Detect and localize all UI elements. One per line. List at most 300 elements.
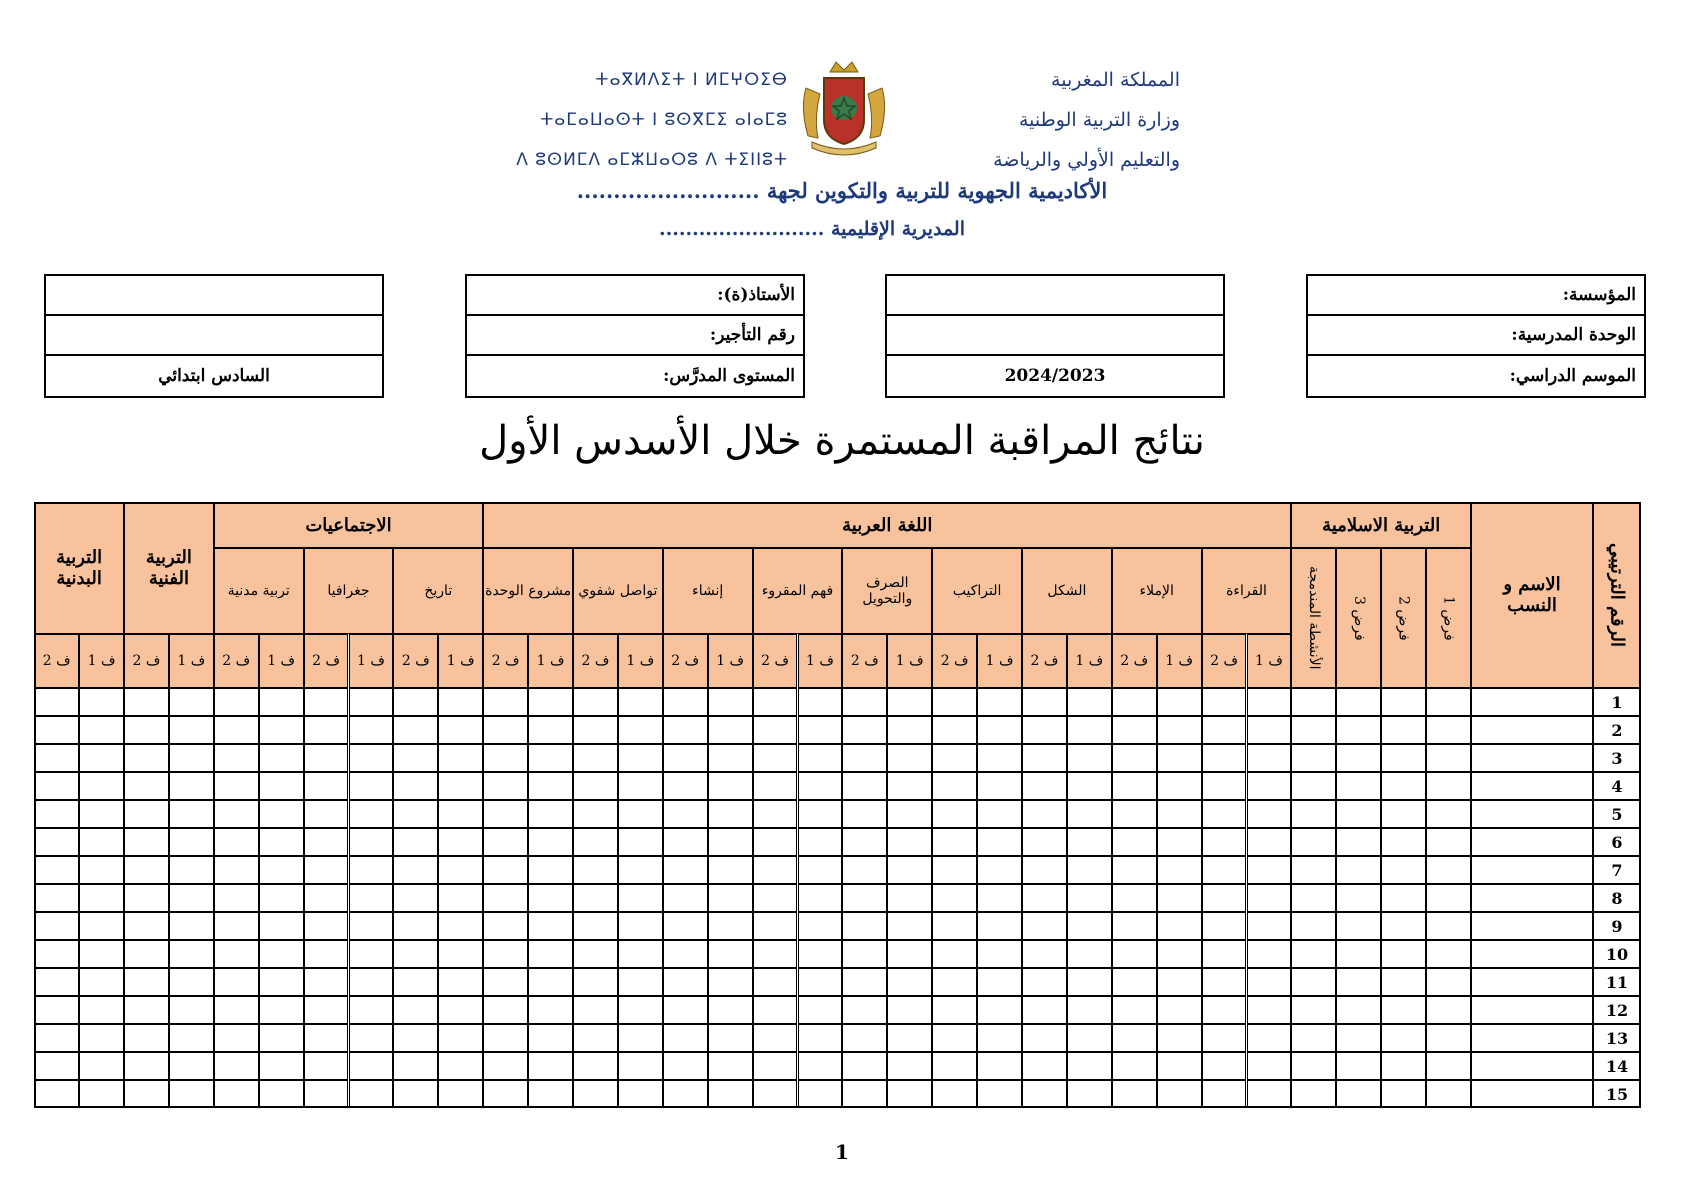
grade-cell[interactable] [304, 996, 349, 1024]
grade-cell[interactable] [618, 968, 663, 996]
grade-cell[interactable] [1022, 688, 1067, 716]
grade-cell[interactable] [1426, 856, 1471, 884]
grade-cell[interactable] [1112, 744, 1157, 772]
name-cell[interactable] [1471, 828, 1593, 856]
grade-cell[interactable] [663, 1052, 708, 1080]
name-cell[interactable] [1471, 744, 1593, 772]
grade-cell[interactable] [663, 772, 708, 800]
grade-cell[interactable] [1336, 996, 1381, 1024]
grade-cell[interactable] [708, 688, 753, 716]
grade-cell[interactable] [1291, 996, 1336, 1024]
grade-cell[interactable] [259, 996, 304, 1024]
grade-cell[interactable] [842, 996, 887, 1024]
grade-cell[interactable] [977, 716, 1022, 744]
grade-cell[interactable] [753, 828, 798, 856]
grade-cell[interactable] [79, 968, 124, 996]
grade-cell[interactable] [798, 1080, 843, 1108]
grade-cell[interactable] [169, 856, 214, 884]
grade-cell[interactable] [304, 1024, 349, 1052]
grade-cell[interactable] [124, 912, 169, 940]
grade-cell[interactable] [483, 884, 528, 912]
grade-cell[interactable] [259, 1052, 304, 1080]
grade-cell[interactable] [708, 884, 753, 912]
grade-cell[interactable] [1426, 828, 1471, 856]
grade-cell[interactable] [528, 968, 573, 996]
grade-cell[interactable] [214, 688, 259, 716]
grade-cell[interactable] [1157, 856, 1202, 884]
grade-cell[interactable] [618, 856, 663, 884]
grade-cell[interactable] [1067, 912, 1112, 940]
grade-cell[interactable] [887, 800, 932, 828]
grade-cell[interactable] [932, 800, 977, 828]
grade-cell[interactable] [214, 940, 259, 968]
grade-cell[interactable] [304, 800, 349, 828]
grade-cell[interactable] [1291, 800, 1336, 828]
grade-cell[interactable] [259, 968, 304, 996]
grade-cell[interactable] [1336, 688, 1381, 716]
grade-cell[interactable] [1426, 688, 1471, 716]
grade-cell[interactable] [1202, 856, 1247, 884]
grade-cell[interactable] [573, 912, 618, 940]
grade-cell[interactable] [393, 996, 438, 1024]
grade-cell[interactable] [34, 1080, 79, 1108]
grade-cell[interactable] [259, 884, 304, 912]
grade-cell[interactable] [1336, 968, 1381, 996]
grade-cell[interactable] [977, 912, 1022, 940]
grade-cell[interactable] [34, 884, 79, 912]
grade-cell[interactable] [663, 940, 708, 968]
grade-cell[interactable] [1067, 772, 1112, 800]
grade-cell[interactable] [1067, 828, 1112, 856]
grade-cell[interactable] [1247, 968, 1292, 996]
grade-cell[interactable] [124, 716, 169, 744]
name-cell[interactable] [1471, 856, 1593, 884]
grade-cell[interactable] [1247, 772, 1292, 800]
grade-cell[interactable] [214, 968, 259, 996]
grade-cell[interactable] [1336, 1052, 1381, 1080]
grade-cell[interactable] [1426, 968, 1471, 996]
grade-cell[interactable] [169, 716, 214, 744]
grade-cell[interactable] [798, 996, 843, 1024]
name-cell[interactable] [1471, 1080, 1593, 1108]
grade-cell[interactable] [1426, 1024, 1471, 1052]
grade-cell[interactable] [79, 1052, 124, 1080]
grade-cell[interactable] [798, 772, 843, 800]
grade-cell[interactable] [618, 912, 663, 940]
grade-cell[interactable] [483, 996, 528, 1024]
grade-cell[interactable] [1112, 1080, 1157, 1108]
grade-cell[interactable] [708, 1080, 753, 1108]
grade-cell[interactable] [169, 940, 214, 968]
grade-cell[interactable] [1202, 940, 1247, 968]
grade-cell[interactable] [169, 744, 214, 772]
grade-cell[interactable] [842, 744, 887, 772]
grade-cell[interactable] [798, 716, 843, 744]
grade-cell[interactable] [1291, 1024, 1336, 1052]
grade-cell[interactable] [1157, 688, 1202, 716]
grade-cell[interactable] [169, 828, 214, 856]
grade-cell[interactable] [304, 1052, 349, 1080]
grade-cell[interactable] [438, 716, 483, 744]
grade-cell[interactable] [79, 1024, 124, 1052]
grade-cell[interactable] [1022, 772, 1067, 800]
grade-cell[interactable] [618, 940, 663, 968]
grade-cell[interactable] [483, 744, 528, 772]
grade-cell[interactable] [663, 1024, 708, 1052]
grade-cell[interactable] [663, 912, 708, 940]
grade-cell[interactable] [528, 772, 573, 800]
grade-cell[interactable] [1247, 940, 1292, 968]
grade-cell[interactable] [1381, 968, 1426, 996]
grade-cell[interactable] [1247, 744, 1292, 772]
grade-cell[interactable] [349, 688, 394, 716]
grade-cell[interactable] [1426, 912, 1471, 940]
grade-cell[interactable] [708, 912, 753, 940]
grade-cell[interactable] [753, 996, 798, 1024]
grade-cell[interactable] [753, 856, 798, 884]
grade-cell[interactable] [483, 772, 528, 800]
name-cell[interactable] [1471, 884, 1593, 912]
grade-cell[interactable] [932, 968, 977, 996]
grade-cell[interactable] [618, 744, 663, 772]
grade-cell[interactable] [1426, 772, 1471, 800]
grade-cell[interactable] [124, 800, 169, 828]
grade-cell[interactable] [1112, 968, 1157, 996]
grade-cell[interactable] [887, 1024, 932, 1052]
grade-cell[interactable] [1336, 744, 1381, 772]
grade-cell[interactable] [1022, 996, 1067, 1024]
grade-cell[interactable] [977, 828, 1022, 856]
grade-cell[interactable] [1381, 800, 1426, 828]
grade-cell[interactable] [214, 716, 259, 744]
grade-cell[interactable] [483, 940, 528, 968]
grade-cell[interactable] [573, 968, 618, 996]
name-cell[interactable] [1471, 772, 1593, 800]
grade-cell[interactable] [798, 800, 843, 828]
grade-cell[interactable] [1381, 744, 1426, 772]
grade-cell[interactable] [393, 800, 438, 828]
grade-cell[interactable] [349, 772, 394, 800]
grade-cell[interactable] [304, 716, 349, 744]
grade-cell[interactable] [708, 772, 753, 800]
grade-cell[interactable] [1202, 996, 1247, 1024]
grade-cell[interactable] [34, 716, 79, 744]
grade-cell[interactable] [1336, 856, 1381, 884]
school-year-value-field[interactable] [887, 356, 1223, 396]
school-year-field[interactable] [1308, 356, 1644, 396]
name-cell[interactable] [1471, 968, 1593, 996]
grade-cell[interactable] [1381, 828, 1426, 856]
grade-cell[interactable] [1112, 884, 1157, 912]
grade-cell[interactable] [528, 828, 573, 856]
grade-cell[interactable] [753, 884, 798, 912]
grade-cell[interactable] [1336, 828, 1381, 856]
registration-value-field[interactable] [46, 316, 382, 356]
grade-cell[interactable] [1112, 940, 1157, 968]
grade-cell[interactable] [573, 772, 618, 800]
grade-cell[interactable] [1202, 772, 1247, 800]
grade-cell[interactable] [842, 856, 887, 884]
grade-cell[interactable] [34, 828, 79, 856]
grade-cell[interactable] [798, 912, 843, 940]
grade-cell[interactable] [528, 688, 573, 716]
grade-cell[interactable] [259, 744, 304, 772]
grade-cell[interactable] [169, 1024, 214, 1052]
grade-cell[interactable] [34, 800, 79, 828]
institution-value-field[interactable] [887, 276, 1223, 316]
grade-cell[interactable] [169, 1080, 214, 1108]
grade-cell[interactable] [1247, 884, 1292, 912]
grade-cell[interactable] [169, 772, 214, 800]
grade-cell[interactable] [1157, 1024, 1202, 1052]
grade-cell[interactable] [1157, 1052, 1202, 1080]
grade-cell[interactable] [932, 744, 977, 772]
grade-cell[interactable] [708, 716, 753, 744]
grade-cell[interactable] [393, 884, 438, 912]
grade-cell[interactable] [708, 940, 753, 968]
grade-cell[interactable] [1426, 996, 1471, 1024]
school-unit-field[interactable] [1308, 316, 1644, 356]
grade-cell[interactable] [1022, 828, 1067, 856]
grade-cell[interactable] [79, 744, 124, 772]
grade-cell[interactable] [1247, 912, 1292, 940]
grade-cell[interactable] [124, 688, 169, 716]
grade-cell[interactable] [663, 996, 708, 1024]
grade-cell[interactable] [528, 1052, 573, 1080]
grade-cell[interactable] [798, 884, 843, 912]
grade-cell[interactable] [1067, 884, 1112, 912]
grade-cell[interactable] [1381, 996, 1426, 1024]
grade-cell[interactable] [1291, 884, 1336, 912]
grade-cell[interactable] [1336, 884, 1381, 912]
grade-cell[interactable] [887, 772, 932, 800]
grade-cell[interactable] [932, 996, 977, 1024]
grade-cell[interactable] [169, 1052, 214, 1080]
grade-cell[interactable] [1067, 856, 1112, 884]
registration-field[interactable] [467, 316, 803, 356]
grade-cell[interactable] [977, 1024, 1022, 1052]
grade-cell[interactable] [708, 968, 753, 996]
grade-cell[interactable] [842, 800, 887, 828]
grade-cell[interactable] [798, 856, 843, 884]
grade-cell[interactable] [753, 1024, 798, 1052]
grade-cell[interactable] [663, 716, 708, 744]
grade-cell[interactable] [393, 968, 438, 996]
grade-cell[interactable] [214, 1024, 259, 1052]
grade-cell[interactable] [618, 716, 663, 744]
grade-cell[interactable] [1381, 940, 1426, 968]
grade-cell[interactable] [663, 856, 708, 884]
grade-cell[interactable] [438, 828, 483, 856]
grade-cell[interactable] [1336, 1080, 1381, 1108]
grade-cell[interactable] [79, 1080, 124, 1108]
grade-cell[interactable] [1291, 744, 1336, 772]
grade-cell[interactable] [977, 1052, 1022, 1080]
grade-cell[interactable] [708, 1024, 753, 1052]
grade-cell[interactable] [932, 1080, 977, 1108]
grade-cell[interactable] [1426, 744, 1471, 772]
grade-cell[interactable] [1336, 940, 1381, 968]
grade-cell[interactable] [1157, 772, 1202, 800]
grade-cell[interactable] [1157, 800, 1202, 828]
grade-cell[interactable] [932, 1024, 977, 1052]
grade-cell[interactable] [977, 856, 1022, 884]
grade-cell[interactable] [798, 1052, 843, 1080]
grade-cell[interactable] [1022, 856, 1067, 884]
grade-cell[interactable] [1067, 1080, 1112, 1108]
grade-cell[interactable] [1157, 968, 1202, 996]
grade-cell[interactable] [214, 828, 259, 856]
teacher-value-field[interactable] [46, 276, 382, 316]
grade-cell[interactable] [483, 800, 528, 828]
grade-cell[interactable] [124, 772, 169, 800]
grade-cell[interactable] [573, 884, 618, 912]
grade-cell[interactable] [618, 800, 663, 828]
grade-cell[interactable] [34, 912, 79, 940]
grade-cell[interactable] [887, 996, 932, 1024]
grade-cell[interactable] [663, 744, 708, 772]
grade-cell[interactable] [932, 940, 977, 968]
grade-cell[interactable] [1022, 800, 1067, 828]
grade-cell[interactable] [1022, 940, 1067, 968]
grade-cell[interactable] [438, 1024, 483, 1052]
grade-cell[interactable] [483, 1080, 528, 1108]
grade-cell[interactable] [798, 940, 843, 968]
grade-cell[interactable] [393, 772, 438, 800]
grade-cell[interactable] [1247, 1024, 1292, 1052]
grade-cell[interactable] [214, 884, 259, 912]
grade-cell[interactable] [34, 1024, 79, 1052]
grade-cell[interactable] [1157, 716, 1202, 744]
grade-cell[interactable] [1247, 1052, 1292, 1080]
grade-cell[interactable] [1291, 1052, 1336, 1080]
grade-cell[interactable] [79, 688, 124, 716]
grade-cell[interactable] [842, 772, 887, 800]
grade-cell[interactable] [1336, 716, 1381, 744]
grade-cell[interactable] [932, 688, 977, 716]
grade-cell[interactable] [1157, 744, 1202, 772]
grade-cell[interactable] [887, 688, 932, 716]
grade-cell[interactable] [1381, 884, 1426, 912]
grade-cell[interactable] [842, 968, 887, 996]
grade-cell[interactable] [753, 940, 798, 968]
grade-cell[interactable] [663, 688, 708, 716]
grade-cell[interactable] [977, 772, 1022, 800]
grade-cell[interactable] [79, 828, 124, 856]
grade-cell[interactable] [887, 744, 932, 772]
grade-cell[interactable] [349, 744, 394, 772]
grade-cell[interactable] [483, 1024, 528, 1052]
grade-cell[interactable] [1112, 772, 1157, 800]
grade-cell[interactable] [753, 912, 798, 940]
grade-cell[interactable] [528, 856, 573, 884]
grade-cell[interactable] [1381, 772, 1426, 800]
grade-cell[interactable] [618, 828, 663, 856]
grade-cell[interactable] [528, 940, 573, 968]
grade-cell[interactable] [259, 800, 304, 828]
grade-cell[interactable] [887, 828, 932, 856]
grade-cell[interactable] [528, 800, 573, 828]
grade-cell[interactable] [887, 968, 932, 996]
grade-cell[interactable] [438, 1052, 483, 1080]
grade-cell[interactable] [304, 940, 349, 968]
grade-cell[interactable] [1247, 828, 1292, 856]
grade-cell[interactable] [124, 996, 169, 1024]
grade-cell[interactable] [349, 828, 394, 856]
grade-cell[interactable] [1291, 940, 1336, 968]
grade-cell[interactable] [79, 912, 124, 940]
grade-cell[interactable] [259, 772, 304, 800]
name-cell[interactable] [1471, 940, 1593, 968]
name-cell[interactable] [1471, 800, 1593, 828]
grade-cell[interactable] [304, 744, 349, 772]
grade-cell[interactable] [438, 884, 483, 912]
grade-cell[interactable] [259, 688, 304, 716]
grade-cell[interactable] [1112, 1024, 1157, 1052]
grade-cell[interactable] [528, 744, 573, 772]
grade-cell[interactable] [1247, 800, 1292, 828]
grade-cell[interactable] [259, 940, 304, 968]
grade-cell[interactable] [483, 1052, 528, 1080]
grade-cell[interactable] [1202, 744, 1247, 772]
grade-cell[interactable] [349, 800, 394, 828]
grade-cell[interactable] [663, 828, 708, 856]
grade-cell[interactable] [1291, 912, 1336, 940]
grade-cell[interactable] [34, 1052, 79, 1080]
grade-cell[interactable] [259, 912, 304, 940]
grade-cell[interactable] [393, 1052, 438, 1080]
grade-cell[interactable] [887, 716, 932, 744]
grade-cell[interactable] [1426, 1080, 1471, 1108]
grade-cell[interactable] [304, 1080, 349, 1108]
grade-cell[interactable] [1381, 1024, 1426, 1052]
grade-cell[interactable] [214, 800, 259, 828]
grade-cell[interactable] [932, 716, 977, 744]
grade-cell[interactable] [124, 1052, 169, 1080]
grade-cell[interactable] [842, 1080, 887, 1108]
grade-cell[interactable] [1157, 1080, 1202, 1108]
institution-field[interactable] [1308, 276, 1644, 316]
grade-cell[interactable] [573, 688, 618, 716]
grade-cell[interactable] [842, 1024, 887, 1052]
grade-cell[interactable] [124, 968, 169, 996]
grade-cell[interactable] [259, 716, 304, 744]
grade-cell[interactable] [1202, 968, 1247, 996]
grade-cell[interactable] [1157, 884, 1202, 912]
grade-cell[interactable] [842, 912, 887, 940]
grade-cell[interactable] [79, 772, 124, 800]
grade-cell[interactable] [663, 800, 708, 828]
grade-cell[interactable] [528, 716, 573, 744]
grade-cell[interactable] [214, 912, 259, 940]
grade-cell[interactable] [1112, 1052, 1157, 1080]
grade-cell[interactable] [1291, 856, 1336, 884]
grade-cell[interactable] [753, 688, 798, 716]
grade-cell[interactable] [1157, 912, 1202, 940]
grade-cell[interactable] [1247, 1080, 1292, 1108]
grade-cell[interactable] [1067, 996, 1112, 1024]
name-cell[interactable] [1471, 1024, 1593, 1052]
grade-cell[interactable] [124, 884, 169, 912]
grade-cell[interactable] [214, 744, 259, 772]
grade-cell[interactable] [573, 828, 618, 856]
grade-cell[interactable] [708, 828, 753, 856]
grade-cell[interactable] [1202, 716, 1247, 744]
grade-cell[interactable] [1381, 688, 1426, 716]
grade-cell[interactable] [798, 828, 843, 856]
grade-cell[interactable] [1291, 688, 1336, 716]
grade-cell[interactable] [932, 884, 977, 912]
